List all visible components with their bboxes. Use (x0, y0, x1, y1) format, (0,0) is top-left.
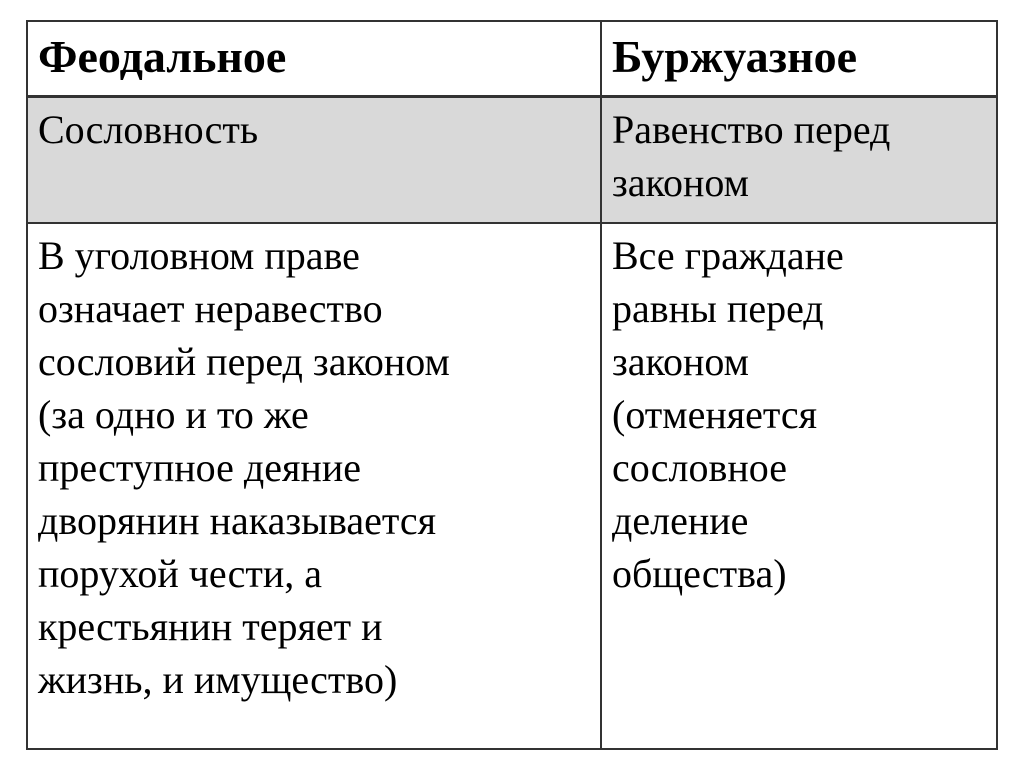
table-row (28, 224, 996, 748)
table-header-row (28, 22, 996, 98)
cell-text: Равенство перед законом (612, 107, 891, 205)
cell-text: В уголовном праве означает неравество сословий перед законом (за одно и то же преступное деяние дворянин наказывается порухой чести, а крестьянин теряет и жизнь, и имущество) (38, 233, 450, 702)
header-feudal-label: Феодальное (38, 31, 287, 82)
cell-feudal-estate (28, 98, 600, 222)
cell-bourgeois-equality (602, 98, 996, 222)
column-divider (600, 22, 602, 748)
cell-text: Все граждане равны перед законом (отменяется сословное деление общества) (612, 233, 844, 596)
comparison-table (26, 20, 998, 750)
cell-feudal-criminal-law (28, 224, 600, 748)
header-cell-feudal (28, 22, 600, 95)
header-bourgeois-label: Буржуазное (612, 31, 858, 82)
header-cell-bourgeois (602, 22, 996, 95)
table-row (28, 98, 996, 224)
cell-text: Сословность (38, 107, 259, 152)
cell-bourgeois-citizens-equal (602, 224, 996, 748)
